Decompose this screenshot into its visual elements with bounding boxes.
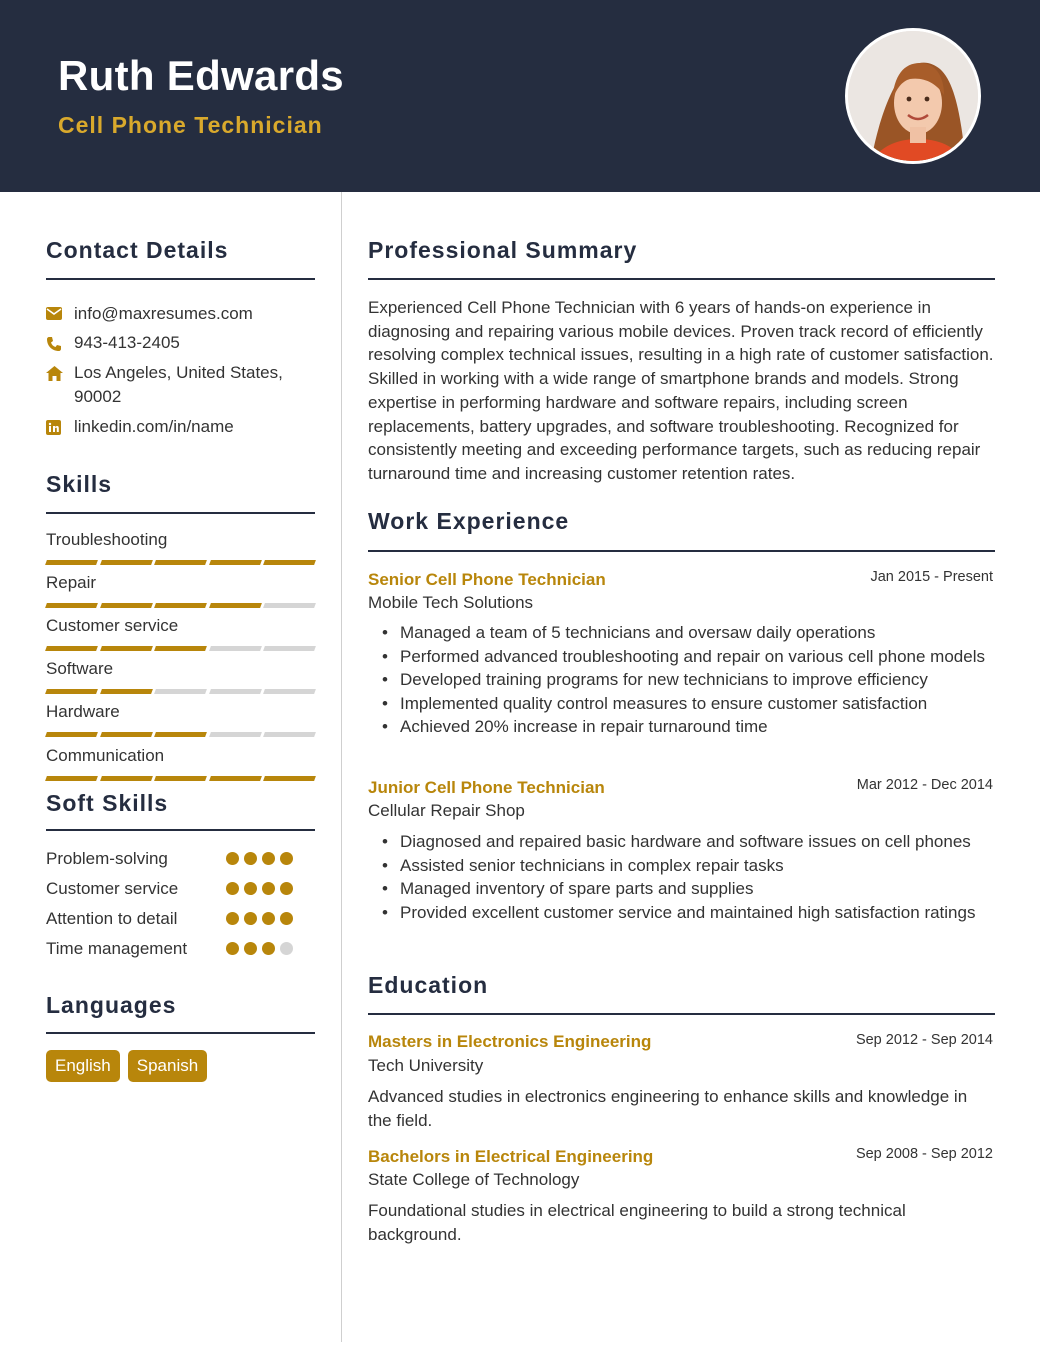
contact-email[interactable] <box>46 302 253 326</box>
job-bullet: • Performed advanced troubleshooting and repair on various cell phone models <box>400 645 995 669</box>
education-rule <box>368 1013 995 1015</box>
contact-phone[interactable] <box>46 331 180 355</box>
skill-level-segment <box>263 689 315 694</box>
soft-skill-rating <box>226 912 293 925</box>
job-date: Mar 2012 - Dec 2014 <box>856 777 993 793</box>
job-bullet: • Diagnosed and repaired basic hardware and software issues on cell phones <box>400 830 995 854</box>
rating-dot <box>262 882 275 895</box>
skill-level-segment <box>263 732 315 737</box>
skill-level-bar <box>46 689 315 694</box>
rating-dot <box>226 852 239 865</box>
job-bullet: • Managed a team of 5 technicians and oversaw daily operations <box>400 621 995 645</box>
rating-dot <box>244 852 257 865</box>
job-bullet: • Developed training programs for new technicians to improve efficiency <box>400 668 995 692</box>
summary-text: Experienced Cell Phone Technician with 6 years of hands-on experience in diagnosing and repairing various mobile devices. Proven track record of efficiently resolving complex technical issues, resulting in a high rate of customer satisfaction. Skilled in working with a wide range of smartphone brands and models. Strong expertise in performing hardware and software repairs, including screen replacements, battery upgrades, and software troubleshooting. Recognized for consistently meeting and exceeding performance targets, such as reducing repair turnaround time and increasing customer retention rates. <box>368 298 994 483</box>
skill-level-segment <box>209 646 261 651</box>
skills-rule <box>46 512 315 514</box>
candidate-title: Cell Phone Technician <box>58 112 323 138</box>
degree-title: Masters in Electronics Engineering <box>368 1032 652 1051</box>
skill-level-segment <box>45 689 97 694</box>
job-bullet: • Implemented quality control measures to ensure customer satisfaction <box>400 692 995 716</box>
skill-name: Troubleshooting <box>46 530 168 549</box>
rating-dot <box>262 942 275 955</box>
skill-level-segment <box>263 776 315 781</box>
skill-level-bar <box>46 603 315 608</box>
skill-level-bar <box>46 646 315 651</box>
degree-date: Sep 2012 - Sep 2014 <box>855 1032 993 1048</box>
soft-skill-rating <box>226 852 293 865</box>
skill-level-segment <box>154 603 206 608</box>
languages-section-title: Languages <box>46 992 177 1018</box>
skill-level-segment <box>45 732 97 737</box>
skill-level-segment <box>209 689 261 694</box>
phone-icon <box>46 336 62 352</box>
language-tag-spanish: Spanish <box>128 1050 207 1082</box>
job-bullets <box>400 621 995 739</box>
rating-dot <box>280 882 293 895</box>
soft-skill-rating <box>226 882 293 895</box>
skill-level-segment <box>100 560 152 565</box>
rating-dot <box>226 912 239 925</box>
contact-address <box>46 361 283 409</box>
envelope-icon <box>46 307 62 320</box>
skill-name: Hardware <box>46 702 120 721</box>
home-icon <box>46 366 63 381</box>
skill-level-segment <box>263 603 315 608</box>
rating-dot <box>244 912 257 925</box>
skill-level-segment <box>45 560 97 565</box>
profile-photo <box>845 28 981 164</box>
skill-level-segment <box>45 603 97 608</box>
school-name: State College of Technology <box>368 1170 580 1189</box>
job-title: Senior Cell Phone Technician <box>368 570 606 589</box>
contact-address-line2: 90002 <box>74 387 122 406</box>
job-company: Mobile Tech Solutions <box>368 593 534 612</box>
job-bullets <box>400 830 995 924</box>
language-tags <box>46 1050 207 1082</box>
job-bullet: • Provided excellent customer service and maintained high satisfaction ratings <box>400 901 995 925</box>
experience-rule <box>368 550 995 552</box>
soft-skill-name: Time management <box>46 939 188 958</box>
contact-linkedin-text: linkedin.com/in/name <box>74 417 234 436</box>
experience-section-title: Work Experience <box>368 508 570 534</box>
job-company: Cellular Repair Shop <box>368 801 525 820</box>
rating-dot <box>244 882 257 895</box>
skill-level-segment <box>263 560 315 565</box>
skill-level-segment <box>209 732 261 737</box>
job-bullet: • Managed inventory of spare parts and supplies <box>400 877 995 901</box>
job-title: Junior Cell Phone Technician <box>368 778 605 797</box>
contact-email-text: info@maxresumes.com <box>74 304 253 323</box>
rating-dot <box>226 942 239 955</box>
rating-dot <box>262 852 275 865</box>
soft-skill-name: Customer service <box>46 879 179 898</box>
linkedin-icon <box>46 420 61 435</box>
soft-skill-rating <box>226 942 293 955</box>
skill-level-segment <box>209 776 261 781</box>
skill-level-segment <box>100 646 152 651</box>
education-section-title: Education <box>368 972 489 998</box>
skill-level-segment <box>45 646 97 651</box>
skill-level-segment <box>263 646 315 651</box>
skill-level-segment <box>100 689 152 694</box>
job-bullet: • Assisted senior technicians in complex repair tasks <box>400 854 995 878</box>
soft-skill-name: Attention to detail <box>46 909 178 928</box>
contact-phone-text: 943-413-2405 <box>74 333 180 352</box>
contact-linkedin[interactable] <box>46 415 234 439</box>
soft-skill-name: Problem-solving <box>46 849 168 868</box>
soft-skills-rule <box>46 829 315 831</box>
candidate-name: Ruth Edwards <box>58 52 344 99</box>
skill-name: Communication <box>46 746 165 765</box>
skill-level-bar <box>46 732 315 737</box>
language-tag-english: English <box>46 1050 120 1082</box>
skill-level-segment <box>154 776 206 781</box>
column-divider <box>341 192 342 1342</box>
skill-level-segment <box>154 732 206 737</box>
skill-level-bar <box>46 776 315 781</box>
soft-skills-section-title: Soft Skills <box>46 790 169 816</box>
skill-level-segment <box>45 776 97 781</box>
degree-description: Foundational studies in electrical engineering to build a strong technical background. <box>368 1201 906 1244</box>
contact-rule <box>46 278 315 280</box>
rating-dot <box>280 912 293 925</box>
skill-level-segment <box>154 689 206 694</box>
degree-description: Advanced studies in electronics engineering to enhance skills and knowledge in the field. <box>368 1087 968 1130</box>
job-date: Jan 2015 - Present <box>870 569 993 585</box>
job-bullet: • Achieved 20% increase in repair turnaround time <box>400 715 995 739</box>
skill-level-bar <box>46 560 315 565</box>
person-portrait-icon <box>848 31 981 164</box>
contact-section-title: Contact Details <box>46 237 229 263</box>
rating-dot <box>262 912 275 925</box>
degree-date: Sep 2008 - Sep 2012 <box>855 1146 993 1162</box>
rating-dot <box>226 882 239 895</box>
school-name: Tech University <box>368 1056 484 1075</box>
degree-title: Bachelors in Electrical Engineering <box>368 1147 654 1166</box>
summary-rule <box>368 278 995 280</box>
skill-level-segment <box>209 603 261 608</box>
skill-level-segment <box>209 560 261 565</box>
skill-name: Customer service <box>46 616 179 635</box>
rating-dot <box>280 852 293 865</box>
rating-dot <box>244 942 257 955</box>
contact-address-line1: Los Angeles, United States, <box>74 363 283 382</box>
summary-section-title: Professional Summary <box>368 237 638 263</box>
resume-header <box>0 0 1040 192</box>
skill-level-segment <box>154 646 206 651</box>
languages-rule <box>46 1032 315 1034</box>
skill-name: Repair <box>46 573 97 592</box>
skills-section-title: Skills <box>46 471 113 497</box>
skill-name: Software <box>46 659 114 678</box>
rating-dot <box>280 942 293 955</box>
skill-level-segment <box>154 560 206 565</box>
skill-level-segment <box>100 603 152 608</box>
skill-level-segment <box>100 776 152 781</box>
skill-level-segment <box>100 732 152 737</box>
